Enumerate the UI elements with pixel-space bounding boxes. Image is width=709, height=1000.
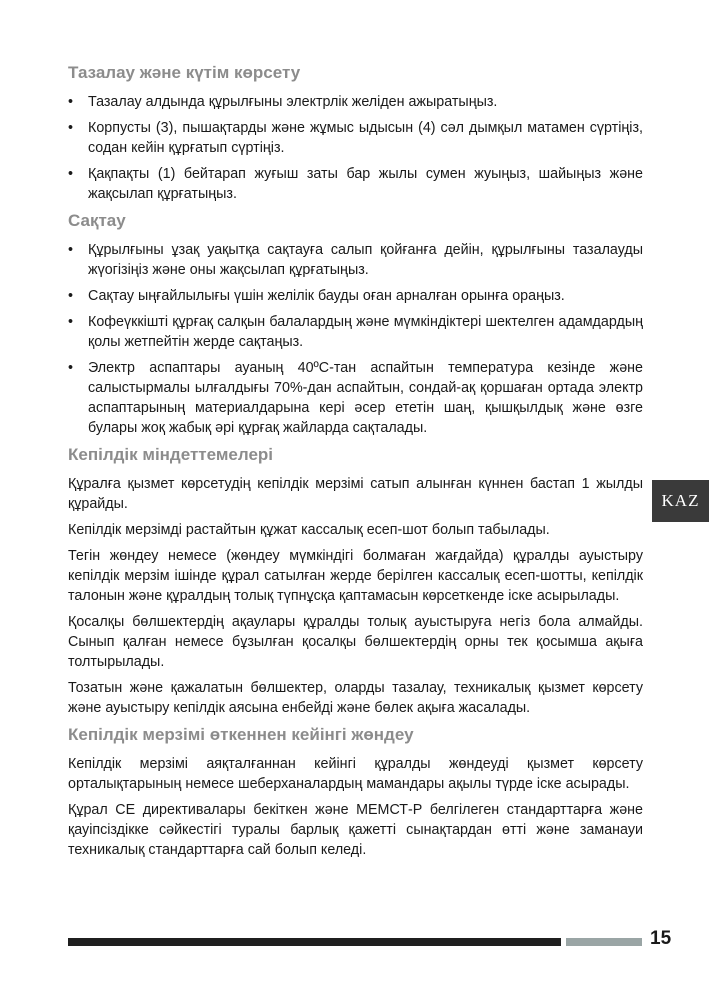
- post-warranty-section: [68, 724, 643, 860]
- paragraph: Тегін жөндеу немесе (жөндеу мүмкіндігі болмаған жағдайда) құралды ауыстыру кепілдік мерзім ішінде құрал сатылған жерде берілген кассалық есеп-шотты, кепілдік талонын және құралдың толық түпнұсқа қаптамасын көрсеткенде іске асырылады.: [68, 548, 643, 604]
- section-heading: Кепілдік мерзімі өткеннен кейінгі жөндеу: [68, 725, 414, 744]
- footer-rule-dark: [68, 938, 561, 946]
- list-item: [68, 92, 643, 112]
- list-item: [68, 312, 643, 352]
- bullet-icon: •: [68, 166, 74, 182]
- paragraph: Қосалқы бөлшектердің ақаулары құралды толық ауыстыруға негіз бола алмайды. Сынып қалған немесе бұзылған қосалқы бөлшектердің орны тек қосымша ақыға толтырылады.: [68, 614, 643, 670]
- page-content: [68, 62, 643, 866]
- bullet-icon: •: [68, 360, 74, 376]
- list-item-text: Электр аспаптары ауаның 40ºC-тан аспайтын температура кезінде және салыстырмалы ылғалдығы 70%-дан аспайтын, сондай-ақ қоршаған ортада электр аспаптарының материалдарына кері әсер ететін шаң, қышқылдық және өзге булары жоқ жабық әрі құрғақ жайларда сақталады.: [88, 360, 643, 436]
- bullet-icon: •: [68, 288, 74, 304]
- list-item-text: Тазалау алдында құрылғыны электрлік желіден ажыратыңыз.: [88, 94, 498, 110]
- list-item: [68, 286, 643, 306]
- list-item-text: Корпусты (3), пышақтарды және жұмыс ыдысын (4) сәл дымқыл матамен сүртіңіз, содан кейін құрғатып сүртіңіз.: [88, 120, 643, 156]
- warranty-section: [68, 444, 643, 718]
- language-tab: KAZ: [652, 480, 709, 522]
- list-item-text: Кофеүккішті құрғақ салқын балалардың және мүмкіндіктері шектелген адамдардың қолы жетпейтін жерде сақтаңыз.: [88, 314, 643, 350]
- list-item: [68, 164, 643, 204]
- bullet-list: [68, 240, 643, 438]
- bullet-icon: •: [68, 314, 74, 330]
- list-item-text: Құрылғыны ұзақ уақытқа сақтауға салып қойғанға дейін, құрылғыны тазалауды жүогізіңіз және оны жақсылап құрғатыңыз.: [88, 242, 643, 278]
- paragraph: Құрал CE директивалары бекіткен және МЕМСТ-Р белгілеген стандарттарға және қауіпсіздікке сәйкестігі туралы барлық қажетті сынақтардан өтті және заманауи техникалық стандарттарға сай болып келеді.: [68, 802, 643, 858]
- paragraph: Тозатын және қажалатын бөлшектер, оларды тазалау, техникалық қызмет көрсету және ауыстыру кепілдік аясына енбейді және бөлек ақыға жасалады.: [68, 680, 643, 716]
- footer-rule-light: [566, 938, 642, 946]
- list-item: [68, 118, 643, 158]
- list-item-text: Қақпақты (1) бейтарап жуғыш заты бар жылы сумен жуыңыз, шайыңыз және жақсылап құрғатыңыз.: [88, 166, 643, 202]
- bullet-icon: •: [68, 94, 74, 110]
- cleaning-section: [68, 62, 643, 204]
- paragraph: Кепілдік мерзімі аяқталғаннан кейінгі құралды жөндеуді қызмет көрсету орталықтарының немесе шеберханалардың мамандары ақылы түрде іске асырады.: [68, 756, 643, 792]
- list-item: [68, 240, 643, 280]
- bullet-list: [68, 92, 643, 204]
- section-heading: Кепілдік міндеттемелері: [68, 445, 274, 464]
- bullet-icon: •: [68, 242, 74, 258]
- list-item: [68, 358, 643, 438]
- section-heading: Тазалау және күтім көрсету: [68, 63, 301, 82]
- storage-section: [68, 210, 643, 438]
- list-item-text: Сақтау ыңғайлылығы үшін желілік бауды оған арналған орынға ораңыз.: [88, 288, 565, 304]
- section-heading: Сақтау: [68, 211, 126, 230]
- bullet-icon: •: [68, 120, 74, 136]
- page-number: 15: [650, 928, 672, 949]
- paragraph: Құралға қызмет көрсетудің кепілдік мерзімі сатып алынған күннен бастап 1 жылды құрайды.: [68, 476, 643, 512]
- paragraph: Кепілдік мерзімді растайтын құжат кассалық есеп-шот болып табылады.: [68, 522, 550, 538]
